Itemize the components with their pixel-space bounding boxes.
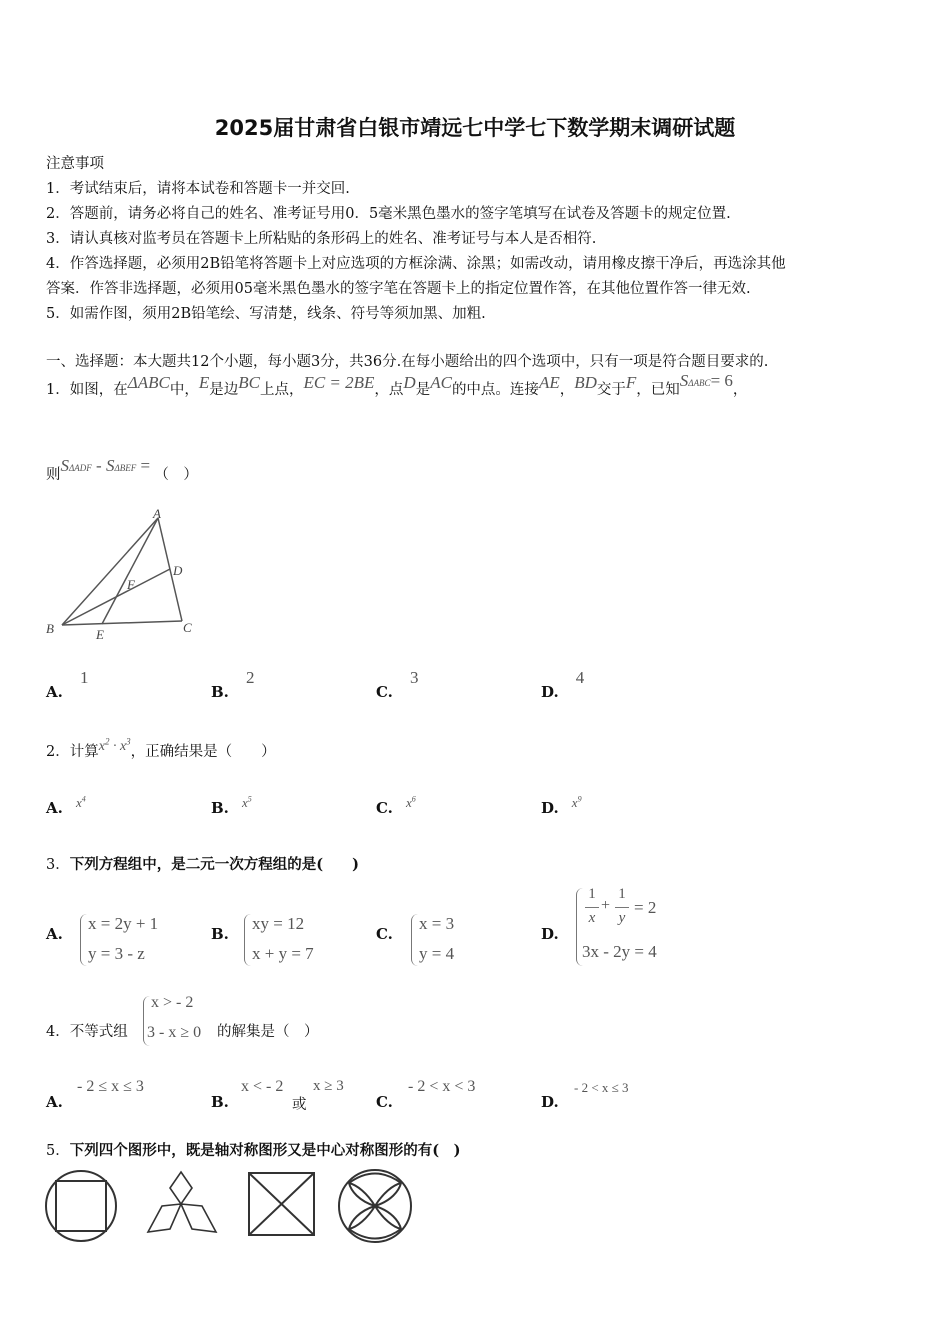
option-b[interactable]: B. 2 xyxy=(211,668,255,701)
fraction-bar xyxy=(585,907,599,908)
option-a-value: - 2 ≤ x ≤ 3 xyxy=(77,1078,144,1095)
option-b-label[interactable]: B. xyxy=(211,925,229,943)
inequality: 3 - x ≥ 0 xyxy=(147,1024,202,1041)
equation: x = 2y + 1 xyxy=(88,914,159,933)
label-f: F xyxy=(127,577,135,592)
section-heading: 一、选择题：本大题共12个小题，每小题3分，共36分.在每小题给出的四个选项中，只有一项是符合题目要求的. xyxy=(46,354,769,370)
notice-item: 2．答题前，请务必将自己的姓名、准考证号用0．5毫米黑色墨水的签字笔填写在试卷及答题卡的规定位置. xyxy=(46,206,731,222)
triangle-figure xyxy=(40,505,210,650)
label-b: B xyxy=(46,621,54,636)
fraction-numerator: 1 xyxy=(618,886,626,902)
label-e: E xyxy=(96,627,104,642)
or-text: 或 xyxy=(292,1097,307,1113)
option-d[interactable]: D. 4 xyxy=(541,668,585,701)
label-c: C xyxy=(183,620,192,635)
equation: x + y = 7 xyxy=(252,944,314,963)
inequality: x > - 2 xyxy=(151,994,194,1011)
option-b[interactable]: B. $^{x^5}$ xyxy=(211,794,252,817)
figure-square-diagonals xyxy=(246,1170,318,1238)
figure-circle-square xyxy=(42,1168,122,1246)
option-d-value: - 2 < x ≤ 3 xyxy=(574,1080,629,1095)
label-a: A xyxy=(153,506,161,521)
notice-item: 5．如需作图，须用2B铅笔绘、写清楚，线条、符号等须加黑、加粗. xyxy=(46,306,486,322)
notice-heading: 注意事项 xyxy=(46,156,104,172)
option-d[interactable]: D. $^{x^9}$ xyxy=(541,794,582,817)
segment-bc xyxy=(62,621,182,625)
brace xyxy=(80,914,87,966)
equation: y = 3 - z xyxy=(88,944,145,963)
option-d-label[interactable]: D. xyxy=(541,925,559,943)
figure-three-rhombus xyxy=(144,1170,220,1236)
notice-item: 4．作答选择题，必须用2B铅笔将答题卡上对应选项的方框涂满、涂黑；如需改动，请用橡皮擦干净后，再选涂其他 xyxy=(46,256,786,272)
question-5-text: 5．下列四个图形中，既是轴对称图形又是中心对称图形的有( ) xyxy=(46,1142,461,1159)
fraction-denominator: x xyxy=(588,910,596,926)
question-1-text: 1．如图，在ΔABC中，E是边BC上点，EC = 2BE，点D是AC的中点。连接AE，BD交于F，已知SΔABC= 6， xyxy=(46,371,748,398)
option-a[interactable]: A. 1 xyxy=(46,668,89,701)
option-b-label[interactable]: B. xyxy=(211,1093,229,1111)
equation: = 2 xyxy=(634,898,657,917)
question-4-suffix: 的解集是（ ） xyxy=(217,1024,319,1040)
option-c-label[interactable]: C. xyxy=(376,925,393,943)
option-a[interactable]: A. $^{x^4}$ xyxy=(46,794,86,817)
question-number: 1． xyxy=(46,382,70,398)
equation: x = 3 xyxy=(419,914,455,933)
brace xyxy=(244,914,251,966)
equation: 3x - 2y = 4 xyxy=(582,942,657,961)
option-c[interactable]: C. 3 xyxy=(376,668,419,701)
notice-item: 3．请认真核对监考员在答题卡上所粘贴的条形码上的姓名、准考证号与本人是否相符. xyxy=(46,231,597,247)
fraction-bar xyxy=(615,907,629,908)
question-3-text: 3．下列方程组中，是二元一次方程组的是( ) xyxy=(46,856,359,873)
notice-item: 1．考试结束后，请将本试卷和答题卡一并交回. xyxy=(46,181,350,197)
brace xyxy=(411,914,418,966)
option-c-label[interactable]: C. xyxy=(376,1093,393,1111)
option-b-value: x < - 2 xyxy=(241,1078,284,1095)
option-c-value: - 2 < x < 3 xyxy=(408,1078,476,1095)
label-d: D xyxy=(173,563,183,578)
page-title: 2025届甘肃省白银市靖远七中学七下数学期末调研试题 xyxy=(214,116,736,140)
segment-bd xyxy=(62,569,170,625)
option-a-label[interactable]: A. xyxy=(46,1093,63,1111)
equation: xy = 12 xyxy=(252,914,305,933)
notice-item: 答案．作答非选择题，必须用05毫米黑色墨水的签字笔在答题卡上的指定位置作答，在其他位置作答一律无效. xyxy=(46,281,751,297)
figure-circle-petals xyxy=(336,1166,416,1246)
question-1-expression: 则SΔADF - SΔBEF = （ ） xyxy=(46,456,198,483)
equation: y = 4 xyxy=(419,944,455,963)
option-c[interactable]: C. $^{x^6}$ xyxy=(376,794,416,817)
fraction-numerator: 1 xyxy=(588,886,596,902)
option-b-value2: x ≥ 3 xyxy=(313,1078,344,1094)
question-2-text: 2．计算$x^2 \cdot x^3$，正确结果是（ ） xyxy=(46,736,276,760)
question-4-text: 4．不等式组 xyxy=(46,1024,128,1040)
option-a-label[interactable]: A. xyxy=(46,925,63,943)
plus-sign: + xyxy=(601,897,611,914)
option-d-label[interactable]: D. xyxy=(541,1093,559,1111)
fraction-denominator: y xyxy=(618,910,626,926)
